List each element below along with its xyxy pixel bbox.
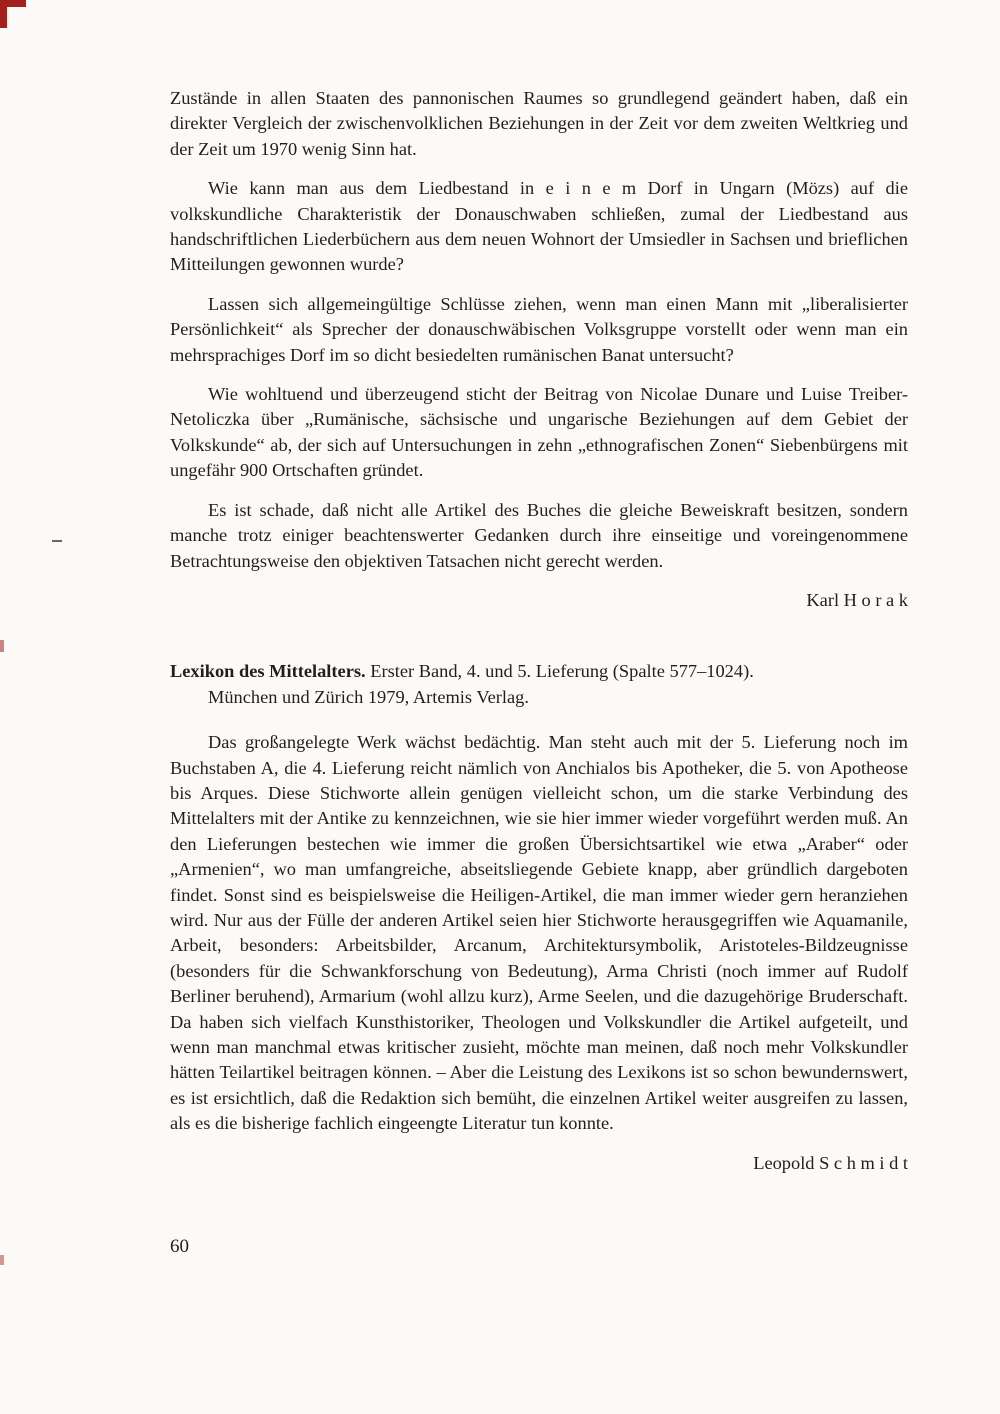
review-heading [170, 659, 908, 710]
paragraph-continuation: Zustände in allen Staaten des pannonischen Raumes so grundlegend geändert haben, daß ein direkter Vergleich der zwischenvolklichen Beziehungen in der Zeit vor dem zweiten Weltkrieg und der Zeit um 1970 wenig Sinn hat. [170, 88, 908, 159]
paragraph: Wie kann man aus dem Liedbestand in e i n e m Dorf in Ungarn (Mözs) auf die volkskundliche Charakteristik der Donauschwaben schließen, zumal der Liedbestand aus handschriftlichen Liederbüchern aus dem neuen Wohnort der Umsiedler in Sachsen und brieflichen Mitteilungen gewonnen wurde? [170, 178, 908, 275]
scan-artifact-speck [0, 640, 4, 652]
margin-pen-mark [52, 540, 62, 542]
paragraph: Lassen sich allgemeingültige Schlüsse ziehen, wenn man einen Mann mit „liberalisierter Persönlichkeit“ als Sprecher der donauschwäbischen Volksgruppe vorstellt oder wenn man ein mehrsprachiges Dorf im so dicht besiedelten rumänischen Banat untersucht? [170, 293, 908, 365]
review-title-line [170, 659, 908, 684]
reviewer-signature-horak: Karl H o r a k [806, 589, 908, 610]
scan-artifact-speck [0, 1255, 4, 1265]
reviewer-signature-schmidt: Leopold S c h m i d t [753, 1152, 908, 1173]
scan-artifact-corner-side [0, 0, 7, 28]
page-content [170, 86, 908, 1176]
page-number: 60 [170, 1236, 189, 1257]
review-imprint: München und Zürich 1979, Artemis Verlag. [208, 686, 529, 707]
paragraph: Das großangelegte Werk wächst bedächtig. Man steht auch mit der 5. Lieferung noch im Buchstaben A, die 4. Lieferung reicht nämlich von Anchialos bis Apotheker, die 5. von Apotheose bis Arques. Diese Stichworte allein genügen vielleicht schon, um die starke Verbindung des Mittelalters mit der Antike zu kennzeichnen, wie sie hier immer wieder vorgeführt werden muß. An den Lieferungen bestechen wie immer die großen Übersichtsartikel wie etwa „Araber“ oder „Armenien“, wo man umfangreiche, abseitsliegende Gebiete knapp, aber gründlich dargeboten findet. Sonst sind es beispielsweise die Heiligen-Artikel, die man immer wieder gern heranziehen wird. Nur aus der Fülle der anderen Artikel seien hier Stichworte herausgegriffen wie Aquamanile, Arbeit, besonders: Arbeitsbilder, Arcanum, Architektursymbolik, Aristoteles-Bildzeugnisse (besonders für die Schwankforschung von Bedeutung), Arma Christi (noch immer auf Rudolf Berliner beruhend), Armarium (wohl allzu kurz), Arme Seelen, und die dazugehörige Bruderschaft. Da haben sich vielfach Kunsthistoriker, Theologen und Volkskundler die Artikel aufgeteilt, und wenn man manchmal etwas kritischer zusieht, möchte man meinen, daß noch mehr Volkskundler hätten Teilartikel beitragen können. – Aber die Leistung des Lexikons ist so schon bewundernswert, es ist ersichtlich, daß die Redaktion sich bemüht, die einzelnen Artikel weiter ausgreifen zu lassen, als es die bisherige fachlich eingeengte Literatur tun konnte. [170, 732, 908, 1134]
review-title-rest: Erster Band, 4. und 5. Lieferung (Spalte 577–1024). [365, 661, 754, 682]
paragraph: Es ist schade, daß nicht alle Artikel des Buches die gleiche Beweiskraft besitzen, sondern manche trotz einiger beachtenswerter Gedanken durch ihre einseitige und voreingenommene Betrachtungsweise den objektiven Tatsachen nicht gerecht werden. [170, 499, 908, 571]
review-title: Lexikon des Mittelalters. [170, 661, 366, 682]
paragraph: Wie wohltuend und überzeugend sticht der Beitrag von Nicolae Dunare und Luise Treiber-Netoliczka über „Rumänische, sächsische und ungarische Beziehungen auf dem Gebiet der Volkskunde“ ab, der sich auf Untersuchungen in zehn „ethnografischen Zonen“ Siebenbürgens mit ungefähr 900 Ortschaften gründet. [170, 384, 908, 481]
